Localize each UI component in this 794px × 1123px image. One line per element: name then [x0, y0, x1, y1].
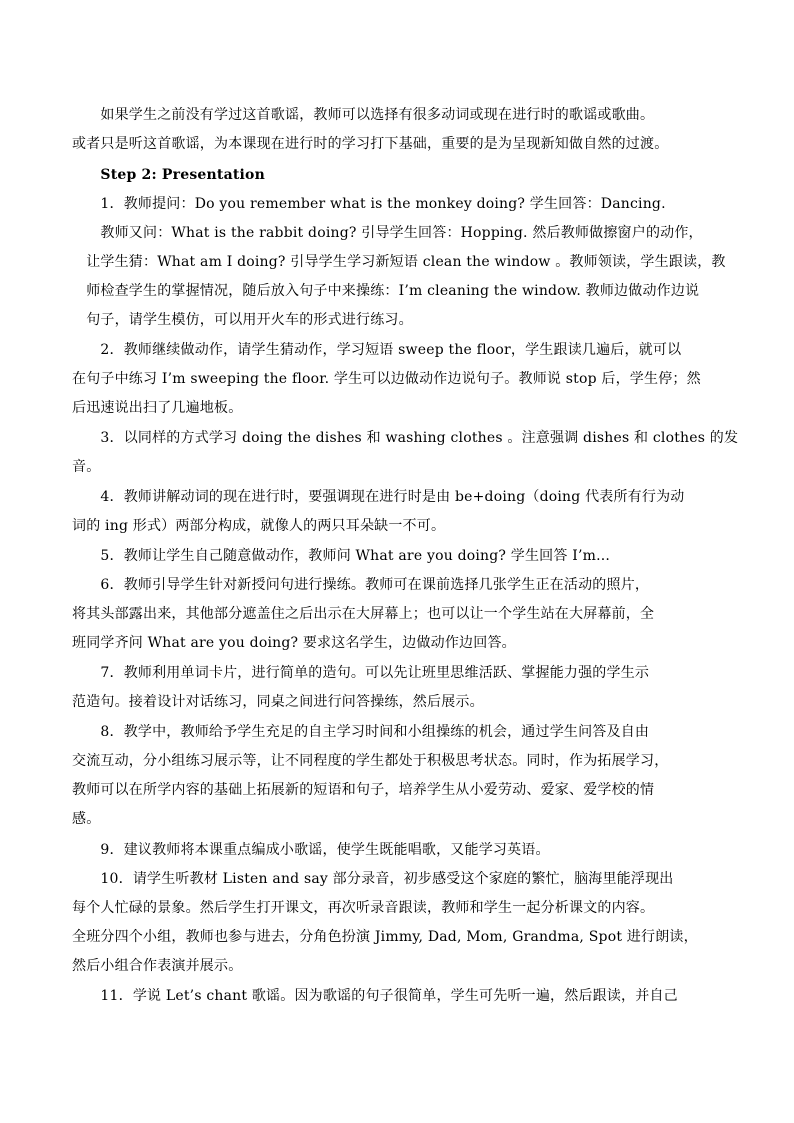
text-line: 音。 [72, 459, 101, 475]
text-line: 感。 [72, 811, 101, 827]
text-line: 6．教师引导学生针对新授问句进行操练。教师可在课前选择几张学生正在活动的照片， [72, 577, 650, 593]
text-line: 8．教学中，教师给予学生充足的自主学习时间和小组操练的机会，通过学生问答及自由 [72, 724, 650, 740]
text-line: 词的 ing 形式）两部分构成，就像人的两只耳朵缺一不可。 [72, 518, 446, 534]
text-line: 5．教师让学生自己随意做动作，教师问 What are you doing? 学生回答 I’m... [72, 548, 611, 564]
text-line: 3．以同样的方式学习 doing the dishes 和 washing clothes 。注意强调 dishes 和 clothes 的发 [72, 430, 739, 446]
text-line: 1．教师提问：Do you remember what is the monkey doing? 学生回答：Dancing. [72, 196, 666, 212]
text-line: 范造句。接着设计对话练习，同桌之间进行问答操练，然后展示。 [72, 694, 484, 710]
text-line: 后迅速说出扫了几遍地板。 [72, 400, 243, 416]
text-line: 教师可以在所学内容的基础上拓展新的短语和句子，培养学生从小爱劳动、爱家、爱学校的情 [72, 782, 655, 798]
text-line: 班同学齐问 What are you doing? 要求这名学生，边做动作边回答。 [72, 635, 516, 651]
text-line: 然后小组合作表演并展示。 [72, 958, 243, 974]
text-line: 师检查学生的掌握情况，随后放入句子中来操练：I’m cleaning the window. 教师边做动作边说 [72, 283, 700, 299]
text-line: 将其头部露出来，其他部分遮盖住之后出示在大屏幕上；也可以让一个学生站在大屏幕前，全 [72, 606, 655, 622]
text-line: 2．教师继续做动作，请学生猜动作，学习短语 sweep the floor，学生跟读几遍后，就可以 [72, 342, 682, 358]
text-line: 全班分四个小组，教师也参与进去，分角色扮演 Jimmy, Dad, Mom, Grandma, Spot 进行朗读， [72, 929, 698, 945]
text-line: 每个人忙碌的景象。然后学生打开课文，再次听录音跟读，教师和学生一起分析课文的内容。 [72, 900, 655, 916]
text-line: 或者只是听这首歌谣，为本课现在进行时的学习打下基础，重要的是为呈现新知做自然的过渡。 [72, 136, 669, 152]
text-line: 在句子中练习 I’m sweeping the floor. 学生可以边做动作边说句子。教师说 stop 后，学生停；然 [72, 371, 701, 387]
text-line: 教师又问：What is the rabbit doing? 引导学生回答：Hopping. 然后教师做擦窗户的动作， [72, 225, 703, 241]
text-line: 句子，请学生模仿，可以用开火车的形式进行练习。 [72, 312, 413, 328]
text-line: 让学生猜：What am I doing? 引导学生学习新短语 clean the window 。教师领读，学生跟读，教 [72, 254, 726, 270]
section-heading: Step 2: Presentation [72, 167, 265, 183]
text-line: 9．建议教师将本课重点编成小歌谣，使学生既能唱歌，又能学习英语。 [72, 842, 550, 858]
text-line: 4．教师讲解动词的现在进行时，要强调现在进行时是由 be+doing（doing 代表所有行为动 [72, 489, 685, 505]
text-line: 7．教师利用单词卡片，进行简单的造句。可以先让班里思维活跃、掌握能力强的学生示 [72, 665, 650, 681]
text-line: 如果学生之前没有学过这首歌谣，教师可以选择有很多动词或现在进行时的歌谣或歌曲。 [72, 107, 655, 123]
text-line: 交流互动，分小组练习展示等，让不同程度的学生都处于积极思考状态。同时，作为拓展学习， [72, 753, 669, 769]
text-line: 10．请学生听教材 Listen and say 部分录音，初步感受这个家庭的繁忙，脑海里能浮现出 [72, 871, 674, 887]
text-line: 11．学说 Let’s chant 歌谣。因为歌谣的句子很简单，学生可先听一遍，然后跟读，并自己 [72, 988, 678, 1004]
